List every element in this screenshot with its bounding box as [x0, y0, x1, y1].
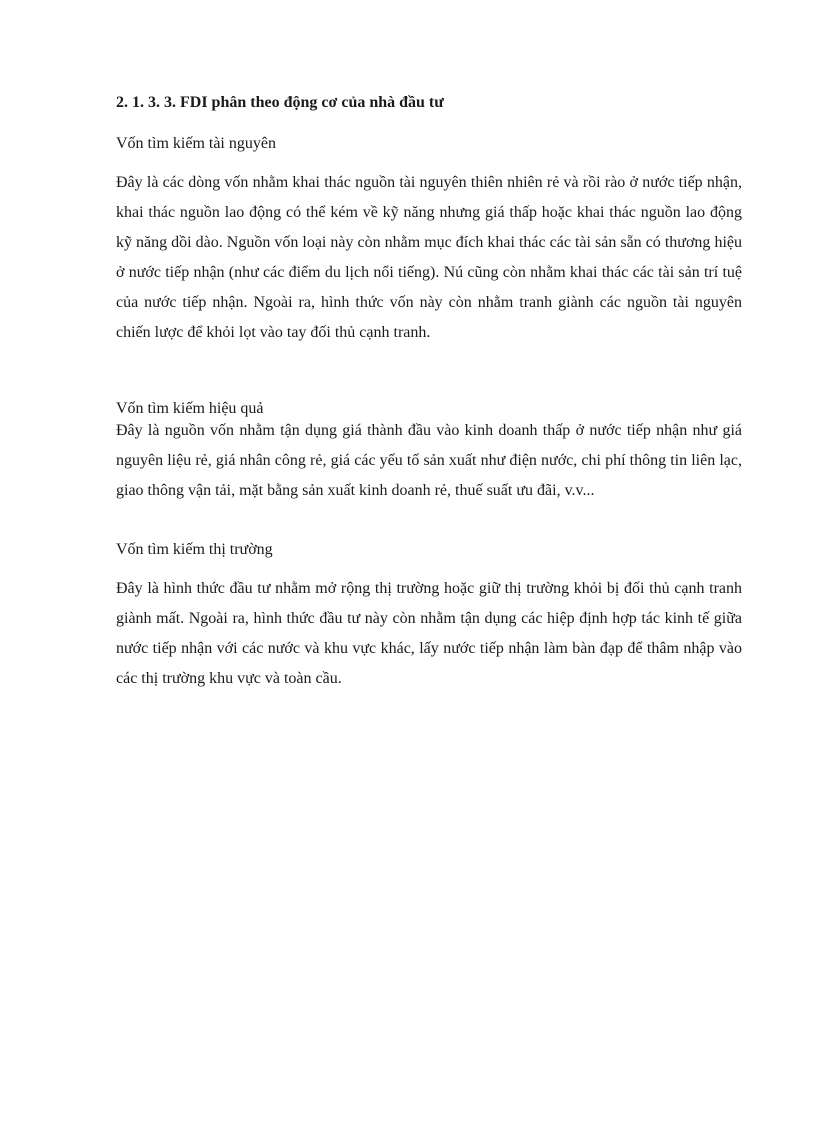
section-heading: 2. 1. 3. 3. FDI phân theo động cơ của nhà đầu tư — [116, 94, 444, 111]
subheading-market-seeking: Vốn tìm kiếm thị trường — [116, 541, 273, 558]
paragraph-resource-seeking: Đây là các dòng vốn nhằm khai thác nguồn tài nguyên thiên nhiên rẻ và rồi rào ở nước tiếp nhận, khai thác nguồn lao động có thể kém về kỹ năng nhưng giá thấp hoặc khai thác nguồn lao động kỹ năng dồi dào. Nguồn vốn loại này còn nhằm mục đích khai thác các tài sản sẵn có thương hiệu ở nước tiếp nhận (như các điểm du lịch nổi tiếng). Nú cũng còn nhằm khai thác các tài sản trí tuệ của nước tiếp nhận. Ngoài ra, hình thức vốn này còn nhằm tranh giành các nguồn tài nguyên chiến lược để khỏi lọt vào tay đối thủ cạnh tranh. — [116, 174, 742, 341]
paragraph-efficiency-seeking: Đây là nguồn vốn nhằm tận dụng giá thành đầu vào kinh doanh thấp ở nước tiếp nhận như giá nguyên liệu rẻ, giá nhân công rẻ, giá các yếu tố sản xuất như điện nước, chi phí thông tin liên lạc, giao thông vận tải, mặt bằng sản xuất kinh doanh rẻ, thuế suất ưu đãi, v.v... — [116, 422, 742, 499]
subheading-efficiency-seeking: Vốn tìm kiếm hiệu quả — [116, 400, 264, 417]
paragraph-market-seeking: Đây là hình thức đầu tư nhằm mở rộng thị trường hoặc giữ thị trường khỏi bị đối thủ cạnh tranh giành mất. Ngoài ra, hình thức đầu tư này còn nhằm tận dụng các hiệp định hợp tác kinh tế giữa nước tiếp nhận với các nước và khu vực khác, lấy nước tiếp nhận làm bàn đạp để thâm nhập vào các thị trường khu vực và toàn cầu. — [116, 580, 742, 687]
subheading-resource-seeking: Vốn tìm kiếm tài nguyên — [116, 135, 276, 152]
